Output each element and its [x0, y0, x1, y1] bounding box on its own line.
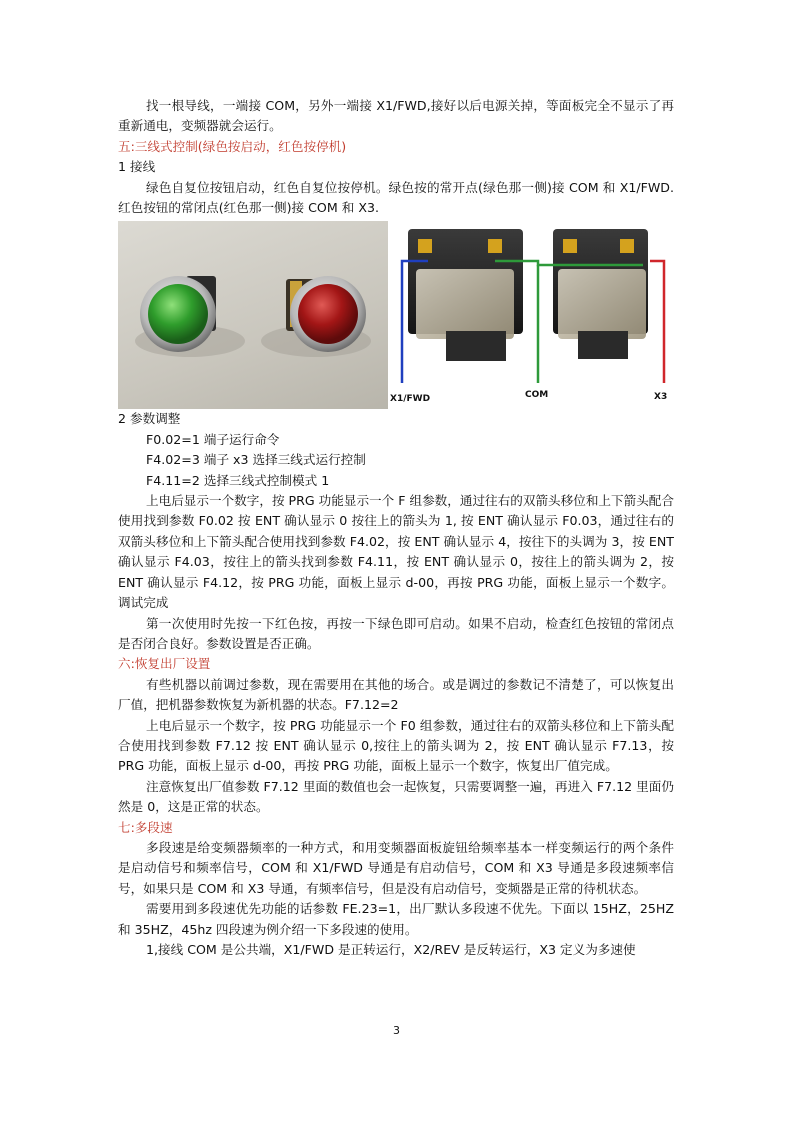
left-switch-block-icon — [408, 229, 523, 361]
page-number: 3 — [393, 1024, 400, 1037]
label-x1-fwd: X1/FWD — [390, 394, 431, 405]
green-button-icon — [140, 276, 216, 352]
paragraph-wiring-intro: 找一根导线，一端接 COM，另外一端接 X1/FWD,接好以后电源关掉，等面板完全不显示了再重新通电，变频器就会运行。 — [118, 98, 674, 134]
section-heading-factory-reset: 六:恢复出厂设置 — [118, 656, 211, 672]
paragraph-multi-speed-wiring: 1,接线 COM 是公共端，X1/FWD 是正转运行，X2/REV 是反转运行，X3 定义为多速使 — [146, 942, 636, 957]
label-x3: X3 — [654, 392, 668, 403]
button-photos — [118, 221, 674, 409]
photo-green-red-buttons — [118, 221, 388, 409]
param-line-2: F4.02=3 端子 x3 选择三线式运行控制 — [146, 452, 366, 468]
paragraph-param-procedure: 上电后显示一个数字，按 PRG 功能显示一个 F 组参数，通过往右的双箭头移位和上下箭头配合使用找到参数 F0.02 按 ENT 确认显示 0 按往上的箭头为 1, 按 ENT 确认显示 F0.03，通过往右的双箭头移位和上下箭头配合使用找到参数 F4.02，按 ENT 确认显示 4，按往下的头调为 3，按 ENT 确认显示 F4.03，按往上的箭头找到参数 F4.11，按 ENT 确认显示 0，按往上的箭头调为 2，按 ENT 确认显示 F4.12，按 PRG 功能，面板上显示 d-00，再按 PRG 功能，面板上显示一个数字。调试完成 — [118, 493, 674, 611]
label-com: COM — [525, 390, 549, 401]
section-heading-three-wire: 五:三线式控制(绿色按启动，红色按停机) — [118, 138, 347, 154]
paragraph-reset-intro: 有些机器以前调过参数，现在需要用在其他的场合。或是调过的参数记不清楚了，可以恢复出厂值，把机器参数恢复为新机器的状态。F7.12=2 — [118, 676, 674, 713]
param-line-3: F4.11=2 选择三线式控制模式 1 — [146, 472, 330, 488]
param-line-1: F0.02=1 端子运行命令 — [146, 431, 280, 447]
right-switch-block-icon — [553, 229, 648, 359]
subheading-wiring: 1 接线 — [118, 159, 156, 175]
paragraph-reset-procedure: 上电后显示一个数字，按 PRG 功能显示一个 F0 组参数，通过往右的双箭头移位和上下箭头配合使用找到参数 F7.12 按 ENT 确认显示 0,按往上的箭头调为 2，按 ENT 确认显示 F7.13，按 PRG 功能，面板上显示 d-00，再按 PRG 功能，面板上显示一个数字，恢复出厂值完成。 — [118, 717, 674, 774]
paragraph-multi-speed-intro: 多段速是给变频器频率的一种方式，和用变频器面板旋钮给频率基本一样变频运行的两个条件是启动信号和频率信号，COM 和 X1/FWD 导通是有启动信号，COM 和 X3 导通是多段速频率信号，如果只是 COM 和 X3 导通，有频率信号，但是没有启动信号，变频器是正常的待机状态。 — [118, 839, 674, 896]
paragraph-button-wiring: 绿色自复位按钮启动，红色自复位按停机。绿色按的常开点(绿色那一侧)接 COM 和 X1/FWD.红色按钮的常闭点(红色那一侧)接 COM 和 X3. — [118, 179, 674, 216]
paragraph-multi-speed-priority: 需要用到多段速优先功能的话参数 FE.23=1，出厂默认多段速不优先。下面以 15HZ，25HZ 和 35HZ，45hz 四段速为例介绍一下多段速的使用。 — [118, 901, 674, 937]
section-heading-multi-speed: 七:多段速 — [118, 819, 173, 835]
document-body — [118, 96, 674, 960]
paragraph-first-use: 第一次使用时先按一下红色按，再按一下绿色即可启动。如果不启动，检查红色按钮的常闭点是否闭合良好。参数设置是否正确。 — [118, 615, 674, 651]
subheading-params: 2 参数调整 — [118, 411, 181, 427]
photo-button-terminals — [388, 221, 674, 409]
paragraph-reset-note: 注意恢复出厂值参数 F7.12 里面的数值也会一起恢复，只需要调整一遍，再进入 F7.12 里面仍然是 0，这是正常的状态。 — [118, 778, 674, 815]
